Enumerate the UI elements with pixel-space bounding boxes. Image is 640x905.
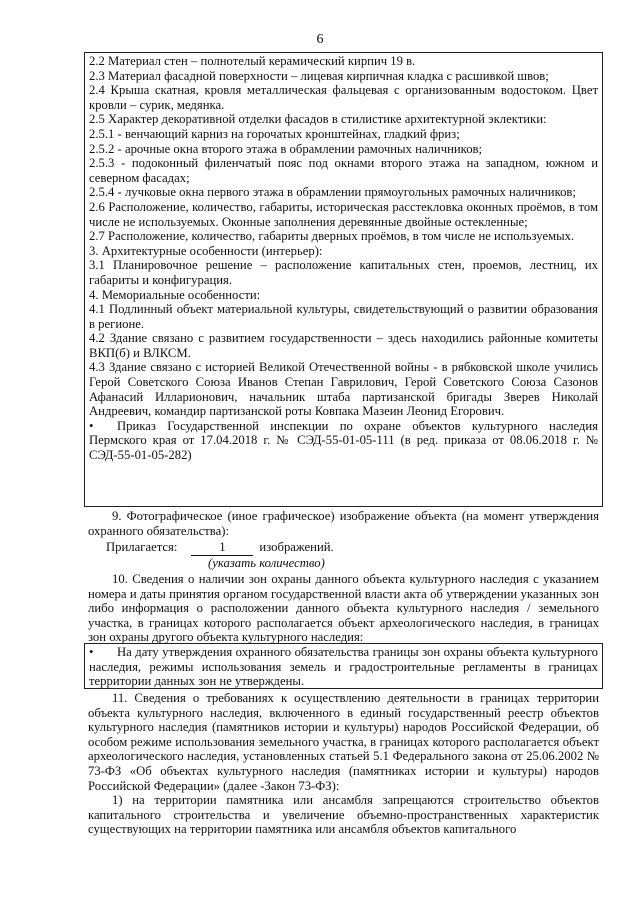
section-11 bbox=[84, 691, 603, 837]
paragraph-3-1: 3.1 Планировочное решение – расположение капитальных стен, проемов, лестниц, их габариты и конфигурация. bbox=[89, 258, 598, 287]
paragraph-2-5: 2.5 Характер декоративной отделки фасадов в стилистике архитектурной эклектики: bbox=[89, 112, 547, 127]
object-features-box bbox=[84, 52, 603, 507]
paragraph-4-2: 4.2 Здание связано с развитием государственности – здесь находились районные комитеты ВКП(б) и ВЛКСМ. bbox=[89, 331, 598, 360]
section-10-text: 10. Сведения о наличии зон охраны данного объекта культурного наследия с указанием номера и даты принятия органом государственной власти акта об утверждении указанных зон либо информация о расположении данного объекта культурного наследия / земельного участка, в границах которого располагается объект археологического наследия, в границах зон охраны другого объекта культурного наследия: bbox=[88, 572, 599, 645]
section-11-text: 11. Сведения о требованиях к осуществлению деятельности в границах территории объекта культурного наследия, включенного в единый государственный реестр объектов культурного наследия (памятников истории и культуры) народов Российской Федерации, об особом режиме использования земельного участка, в границах которого располагается объект археологического наследия, установленных статьей 5.1 Федерального закона от 25.06.2002 № 73-ФЗ «Об объектах культурного наследия (памятниках истории и культуры) народов Российской Федерации» (далее -Закон 73-ФЗ): bbox=[88, 691, 599, 793]
section-11-item-1: 1) на территории памятника или ансамбля запрещаются строительство объектов капитального строительства и увеличение объемно-пространственных характеристик существующих на территории памятника или ансамбля объектов капитального bbox=[88, 793, 599, 837]
paragraph-2-5-2: 2.5.2 - арочные окна второго этажа в обрамлении рамочных наличников; bbox=[89, 141, 483, 156]
page-number: 6 bbox=[316, 32, 324, 47]
paragraph-4-1: 4.1 Подлинный объект материальной культуры, свидетельствующий о развитии образования в регионе. bbox=[89, 302, 598, 331]
section-9-text: 9. Фотографическое (иное графическое) изображение объекта (на момент утверждения охранного обязательства): bbox=[88, 509, 599, 538]
bullet-icon: • bbox=[89, 418, 94, 433]
paragraph-2-5-1: 2.5.1 - венчающий карниз на горочатых кронштейнах, гладкий фриз; bbox=[89, 126, 460, 141]
paragraph-2-2: 2.2 Материал стен – полнотелый керамический кирпич 19 в. bbox=[89, 54, 416, 68]
paragraph-2-5-4: 2.5.4 - лучковые окна первого этажа в обрамлении прямоугольных рамочных наличников; bbox=[89, 185, 576, 200]
paragraph-2-6: 2.6 Расположение, количество, габариты, историческая расстекловка оконных проёмов, в том числе не используемых. Оконные заполнения деревянные двойные остекленные; bbox=[89, 199, 598, 229]
protection-zones-text: На дату утверждения охранного обязательства границы зон охраны объекта культурного наследия, режимы использования земель и градостроительные регламенты в границах территории данных зон не утверждены. bbox=[89, 645, 598, 689]
section-10 bbox=[84, 572, 603, 645]
bullet-icon: • bbox=[89, 645, 94, 659]
attached-label: Прилагается: bbox=[106, 540, 178, 555]
order-reference bbox=[89, 419, 598, 463]
attached-unit: изображений. bbox=[259, 540, 334, 555]
paragraph-4: 4. Мемориальные особенности: bbox=[89, 287, 261, 302]
paragraph-4-3: 4.3 Здание связано с историей Великой Отечественной войны - в рябковской школе учились Герой Советского Союза Иванов Степан Гаврилович, Герой Советского Союза Сазонов Афанасий Илларионович, начальник штаба партизанской бригады Зверев Николай Андреевич, командир партизанской роты Ковпака Мазеин Леонид Егорович. bbox=[89, 360, 598, 419]
protection-zones-note bbox=[89, 645, 598, 689]
paragraph-2-5-3: 2.5.3 - подоконный филенчатый пояс под окнами второго этажа на западном, южном и северном фасадах; bbox=[89, 156, 598, 185]
paragraph-2-3: 2.3 Материал фасадной поверхности – лицевая кирпичная кладка с расшивкой швов; bbox=[89, 68, 549, 83]
protection-zones-box bbox=[84, 643, 603, 689]
attached-count: 1 bbox=[191, 540, 253, 556]
paragraph-2-4: 2.4 Крыша скатная, кровля металлическая фальцевая с организованным водостоком. Цвет кровли – сурик, медянка. bbox=[89, 83, 598, 112]
attached-hint: (указать количество) bbox=[208, 555, 325, 570]
attached-row bbox=[88, 540, 599, 556]
order-reference-text: Приказ Государственной инспекции по охране объектов культурного наследия Пермского края от 17.04.2018 г. № СЭД-55-01-05-111 (в ред. приказа от 08.06.2018 г. № СЭД-55-01-05-282) bbox=[89, 418, 598, 463]
section-9 bbox=[84, 509, 603, 570]
paragraph-3: 3. Архитектурные особенности (интерьер): bbox=[89, 243, 323, 258]
paragraph-2-7: 2.7 Расположение, количество, габариты дверных проёмов, в том числе не используемых. bbox=[89, 229, 575, 244]
